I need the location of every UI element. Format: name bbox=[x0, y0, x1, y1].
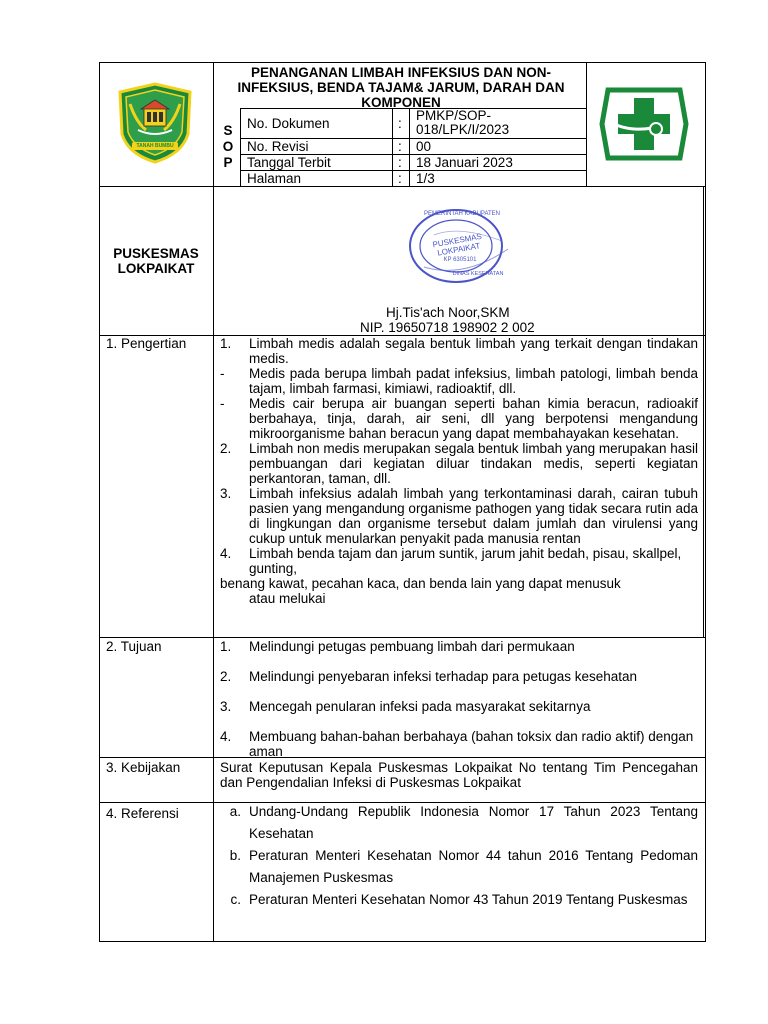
kebijakan-text: Surat Keputusan Kepala Puskesmas Lokpaikat No tentang Tim Pencegahan dan Pengendalian Infeksi di Puskesmas Lokpaikat bbox=[220, 760, 698, 790]
list-item: 2. Melindungi penyebaran infeksi terhadap para petugas kesehatan bbox=[220, 669, 638, 684]
doc-number-label: No. Dokumen bbox=[247, 116, 330, 131]
page-label: Halaman bbox=[247, 171, 302, 186]
divider bbox=[409, 108, 410, 186]
divider bbox=[586, 62, 587, 186]
divider bbox=[99, 186, 706, 187]
list-item: 1. Melindungi petugas pembuang limbah dari permukaan bbox=[220, 639, 575, 654]
list-item: 3. Mencegah penularan infeksi pada masyarakat sekitarnya bbox=[220, 699, 591, 714]
list-continuation: benang kawat, pecahan kaca, dan benda lain yang dapat menusuk bbox=[220, 576, 621, 591]
list-continuation: atau melukai bbox=[249, 591, 326, 606]
revision-value: 00 bbox=[416, 139, 432, 154]
sop-letter: O bbox=[222, 139, 234, 154]
stamp-text-center: PUSKESMAS LOKPAIKAT bbox=[431, 231, 483, 258]
list-item: c. Peraturan Menteri Kesehatan Nomor 43 Tahun 2019 Tentang Puskesmas bbox=[230, 892, 688, 907]
puskesmas-logo bbox=[598, 84, 690, 164]
organization-name: PUSKESMAS LOKPAIKAT bbox=[113, 246, 199, 276]
divider bbox=[240, 108, 241, 186]
list-item: 4. Limbah benda tajam dan jarum suntik, jarum jahit bedah, pisau, skallpel, gunting, bbox=[220, 546, 682, 576]
emblem-text: TANAH BUMBU bbox=[136, 143, 174, 149]
list-item: 3. Limbah infeksius adalah limbah yang terkontaminasi darah, cairan tubuh pasien yang mengandung organisme pathogen yang tidak secara rutin ada di lingkungan dan organisme tersebut dalam jumlah dan virulensi yang cukup untuk menularkan penyakit pada manusia rentan bbox=[220, 486, 698, 546]
page-value: 1/3 bbox=[416, 171, 435, 186]
divider bbox=[213, 62, 214, 942]
signatory-nip: NIP. 19650718 198902 2 002 bbox=[360, 320, 535, 335]
document-title: PENANGANAN LIMBAH INFEKSIUS DAN NON-INFEKSIUS, BENDA TAJAM& JARUM, DARAH DAN KOMPONEN bbox=[237, 65, 565, 110]
list-item: - Medis cair berupa air buangan seperti bahan kimia beracun, radioakif berbahaya, tinja, darah, air seni, dll yang berpotensi mengandung mikroorganisme bahan beracun yang dapat membahayakan kesehatan. bbox=[220, 396, 698, 441]
list-item: 4. Membuang bahan-bahan berbahaya (bahan toksix dan radio aktif) dengan aman bbox=[220, 729, 694, 759]
divider bbox=[703, 186, 704, 637]
signatory-name: Hj.Tis'ach Noor,SKM bbox=[386, 305, 510, 320]
sop-letter: S bbox=[223, 123, 233, 138]
sop-letters bbox=[216, 123, 240, 171]
stamp-text-bottom: DINAS KESEHATAN bbox=[452, 271, 504, 277]
list-item: 2. Limbah non medis merupakan segala bentuk limbah yang merupakan hasil pembuangan dari kegiatan diluar tindakan medis, seperti kegiatan perkantoran, taman, dll. bbox=[220, 441, 698, 486]
revision-sep: : bbox=[398, 139, 402, 154]
issue-date-label: Tanggal Terbit bbox=[247, 155, 331, 170]
page-sep: : bbox=[398, 171, 402, 186]
list-item: - Medis pada berupa limbah padat infeksius, limbah patologi, limbah benda tajam, limbah farmasi, kimiawi, radioaktif, dll. bbox=[220, 366, 698, 396]
section-label-referensi: 4. Referensi bbox=[106, 806, 179, 821]
doc-number-sep: : bbox=[398, 116, 402, 131]
stamp-text-top: PEMERINTAH KABUPATEN bbox=[424, 211, 501, 217]
issue-date-sep: : bbox=[398, 155, 402, 170]
doc-number-value: PMKP/SOP-018/LPK/I/2023 bbox=[416, 108, 510, 137]
list-item: b. Peraturan Menteri Kesehatan Nomor 44 tahun 2016 Tentang Pedoman Manajemen Puskesmas bbox=[229, 848, 698, 885]
revision-label: No. Revisi bbox=[247, 139, 309, 154]
regency-emblem-logo bbox=[116, 82, 194, 164]
tujuan-list bbox=[220, 639, 698, 759]
pengertian-list bbox=[220, 336, 698, 606]
issue-date-value: 18 Januari 2023 bbox=[416, 155, 513, 170]
divider bbox=[99, 637, 706, 638]
section-label-kebijakan: 3. Kebijakan bbox=[106, 760, 181, 775]
sop-letter: P bbox=[223, 155, 233, 170]
section-label-tujuan: 2. Tujuan bbox=[106, 639, 162, 654]
referensi-list bbox=[220, 801, 698, 911]
list-item: a. Undang-Undang Republik Indonesia Nomor 17 Tahun 2023 Tentang Kesehatan bbox=[229, 804, 698, 841]
official-stamp bbox=[404, 205, 514, 287]
list-item: 1. Limbah medis adalah segala bentuk limbah yang terkait dengan tindakan medis. bbox=[220, 336, 698, 366]
section-label-pengertian: 1. Pengertian bbox=[106, 336, 187, 351]
divider bbox=[392, 108, 393, 186]
stamp-text-code: KP 6305101 bbox=[443, 257, 477, 263]
